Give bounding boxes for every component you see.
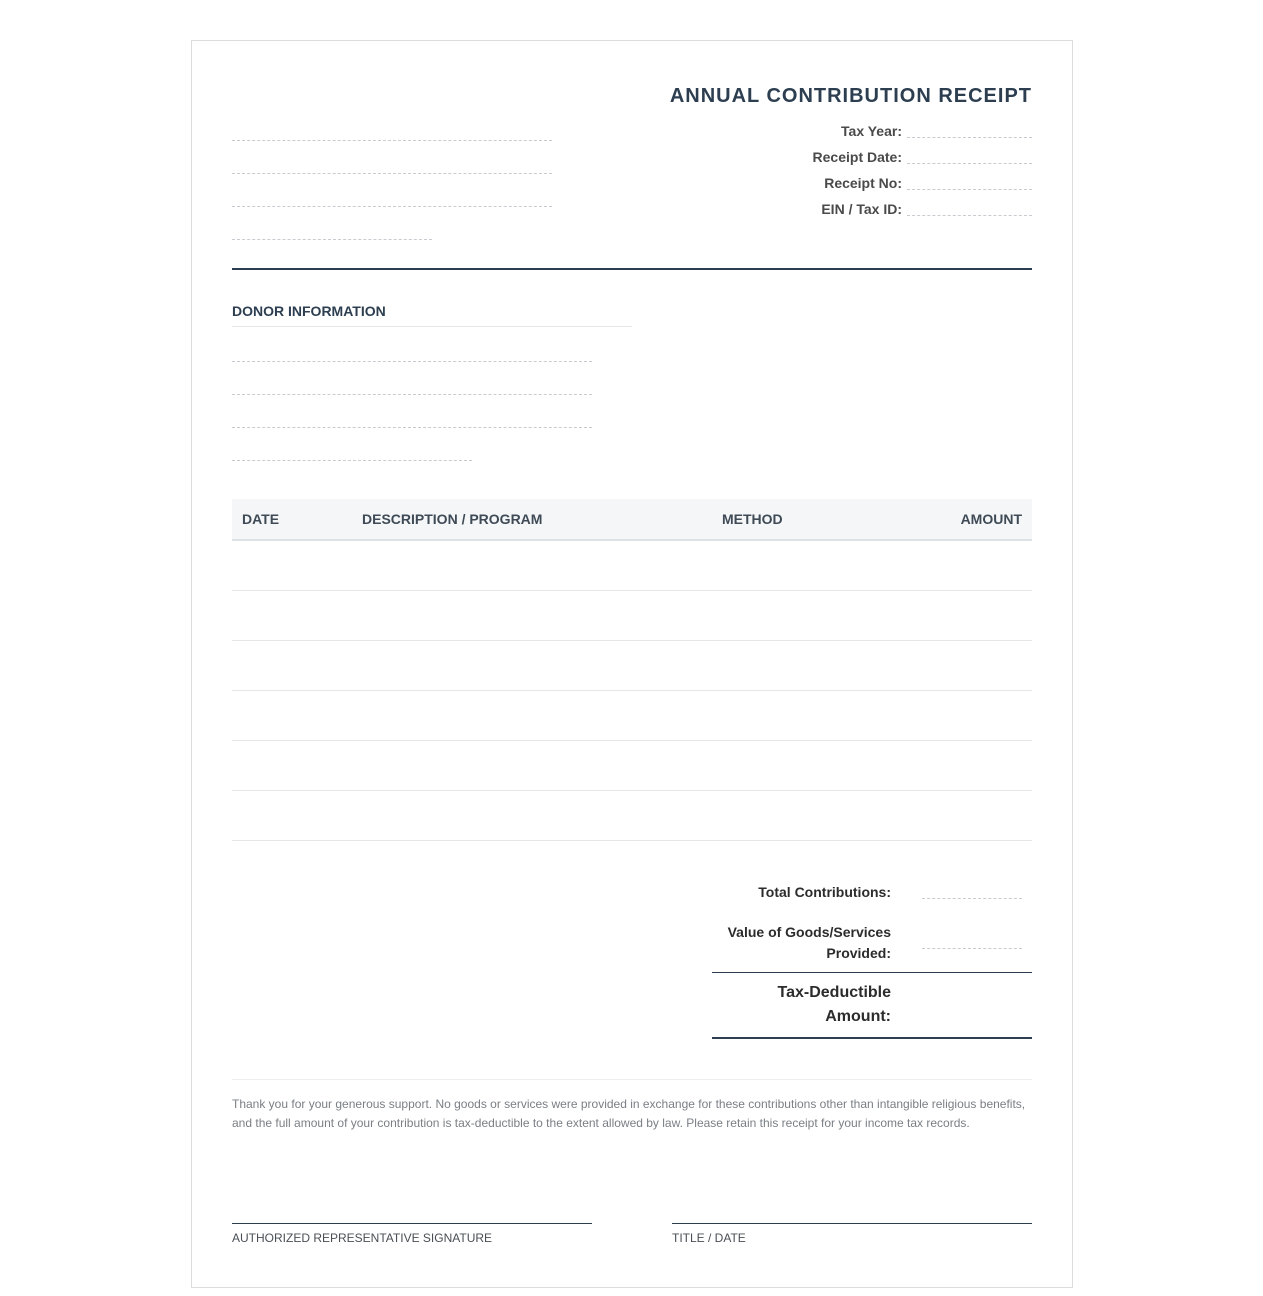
receipt-title: ANNUAL CONTRIBUTION RECEIPT [669, 85, 1032, 107]
tax-deductible-label-line-2: Amount: [825, 1008, 891, 1025]
table-row[interactable] [232, 590, 1032, 591]
header-divider [232, 268, 1032, 270]
total-contributions-field[interactable] [922, 898, 1022, 899]
col-header-description: DESCRIPTION / PROGRAM [362, 511, 543, 527]
acknowledgement-note: Thank you for your generous support. No goods or services were provided in exchange for these contributions other than intangible religious benefits, and the full amount of your contribution is tax-deductible to the extent allowed by law. Please retain this receipt for your income tax records. [232, 1097, 1026, 1130]
title-date-line[interactable] [672, 1223, 1032, 1224]
meta-label: Receipt No: [824, 175, 902, 191]
meta-ein [732, 201, 1032, 221]
org-address-line-1[interactable] [232, 173, 552, 174]
goods-services-label-line-2: Provided: [826, 945, 891, 961]
total-contributions-label: Total Contributions: [758, 884, 891, 900]
table-row[interactable] [232, 740, 1032, 741]
col-header-method: METHOD [722, 511, 783, 527]
meta-label: EIN / Tax ID: [821, 201, 902, 217]
signature-line[interactable] [232, 1223, 592, 1224]
col-header-date: DATE [242, 511, 280, 527]
tax-year-field[interactable] [907, 137, 1032, 138]
org-address-line-2[interactable] [232, 206, 552, 207]
tax-deductible-label [778, 981, 892, 1029]
meta-receipt-no [732, 175, 1032, 195]
goods-services-label [728, 922, 891, 964]
tax-deductible-bottom-rule [712, 1037, 1032, 1039]
goods-services-label-line-1: Value of Goods/Services [727, 924, 891, 940]
org-name-line[interactable] [232, 140, 552, 141]
signature-label: AUTHORIZED REPRESENTATIVE SIGNATURE [232, 1231, 493, 1245]
meta-tax-year [732, 123, 1032, 143]
donor-address-line-2[interactable] [232, 427, 592, 428]
table-row[interactable] [232, 690, 1032, 691]
ein-field[interactable] [907, 215, 1032, 216]
receipt-date-field[interactable] [907, 163, 1032, 164]
meta-label: Tax Year: [841, 123, 902, 139]
col-header-amount: AMOUNT [960, 511, 1022, 527]
title-date-label: TITLE / DATE [672, 1231, 746, 1245]
table-row[interactable] [232, 840, 1032, 841]
tax-deductible-label-line-1: Tax-Deductible [777, 984, 891, 1001]
contributions-table-header [232, 499, 1032, 541]
donor-contact-line[interactable] [232, 460, 472, 461]
meta-receipt-date [732, 149, 1032, 169]
receipt-no-field[interactable] [907, 189, 1032, 190]
donor-address-line-1[interactable] [232, 394, 592, 395]
donor-name-line[interactable] [232, 361, 592, 362]
donor-section-underline [232, 326, 632, 327]
table-row[interactable] [232, 790, 1032, 791]
donor-section-title: DONOR INFORMATION [232, 303, 386, 319]
tax-deductible-top-rule [712, 972, 1032, 973]
meta-label: Receipt Date: [812, 149, 902, 165]
goods-services-field[interactable] [922, 948, 1022, 949]
table-row[interactable] [232, 640, 1032, 641]
receipt-page [191, 40, 1073, 1288]
note-divider [232, 1079, 1032, 1080]
org-contact-line[interactable] [232, 239, 432, 240]
